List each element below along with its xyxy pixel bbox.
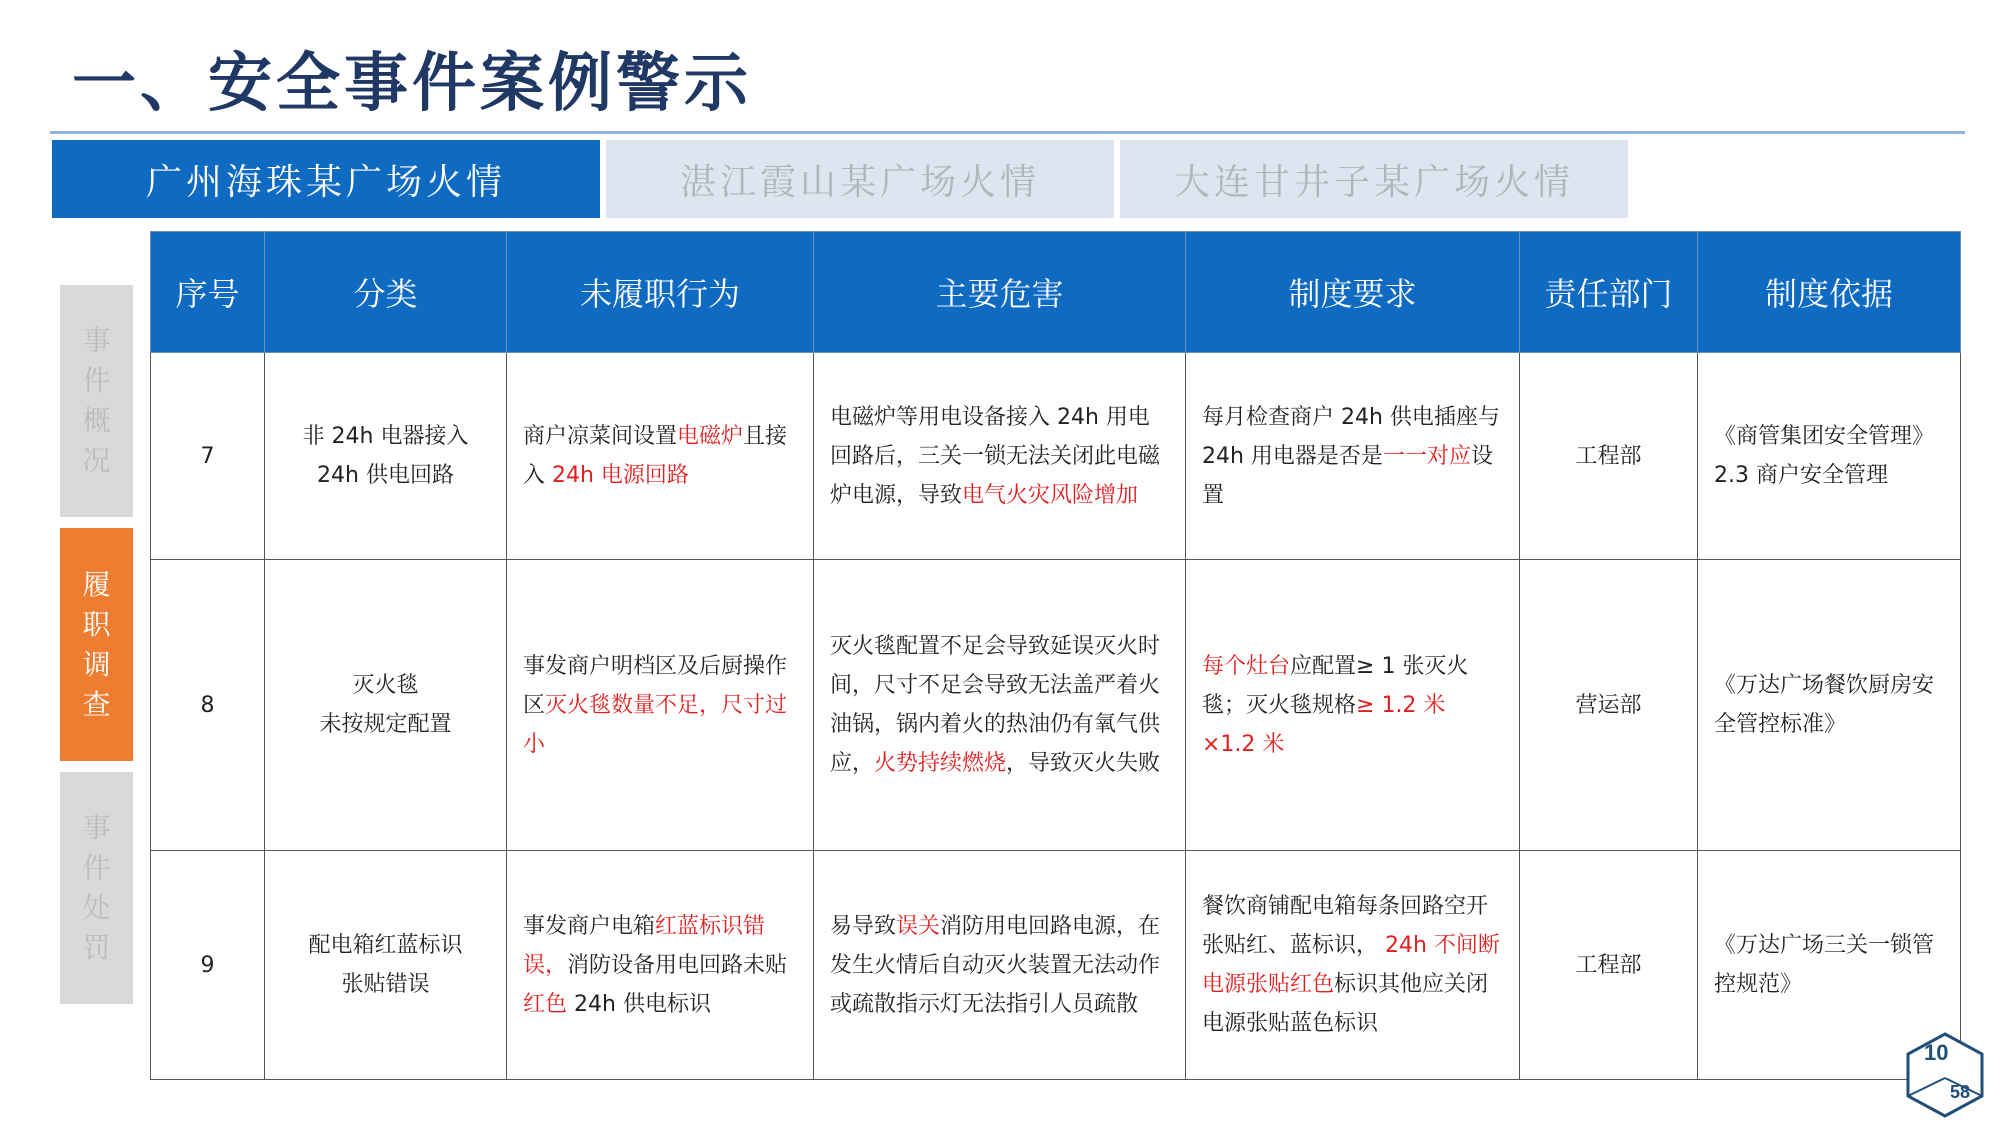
side-nav-char: 事 — [82, 811, 111, 844]
text-run: 商户凉菜间设置 — [523, 424, 678, 449]
tab-guangzhou-haizhu[interactable]: 广州海珠某广场火情 — [52, 140, 600, 218]
cell-basis: 《万达广场餐饮厨房安全管控标准》 — [1698, 560, 1961, 851]
table-header-row — [151, 232, 1961, 353]
side-nav-event-penalty[interactable] — [60, 772, 133, 1004]
page-total: 58 — [1950, 1082, 1971, 1102]
side-nav-char: 况 — [82, 444, 111, 477]
page-number-badge — [1900, 1030, 1990, 1120]
header-requirement: 制度要求 — [1186, 232, 1520, 353]
cell-hazard — [814, 851, 1186, 1080]
side-nav-char: 调 — [82, 647, 111, 681]
text-run: 事发商户电箱 — [523, 913, 656, 939]
header-dept: 责任部门 — [1520, 232, 1698, 353]
cell-no: 7 — [151, 353, 265, 560]
category-line: 24h 供电回路 — [317, 463, 454, 488]
cell-hazard — [814, 353, 1186, 560]
table-row — [151, 560, 1961, 851]
header-category: 分类 — [265, 232, 507, 353]
tab-zhanjiang-xiashan[interactable]: 湛江霞山某广场火情 — [606, 140, 1114, 218]
header-basis: 制度依据 — [1698, 232, 1961, 353]
text-run: 24h 供电标识 — [567, 991, 711, 1017]
text-run-red: 电磁炉 — [677, 424, 744, 449]
side-nav-char: 件 — [82, 364, 111, 397]
cell-requirement — [1186, 560, 1520, 851]
text-run: 标识其他应关闭电源张贴蓝色标识 — [1202, 972, 1489, 1036]
header-no: 序号 — [151, 232, 265, 353]
header-behavior: 未履职行为 — [507, 232, 814, 353]
cell-behavior — [507, 353, 814, 560]
cell-behavior — [507, 851, 814, 1080]
side-nav-duty-investigation[interactable] — [60, 528, 133, 761]
cell-dept: 营运部 — [1520, 560, 1698, 851]
cell-category — [265, 560, 507, 851]
cell-no: 9 — [151, 851, 265, 1080]
cell-basis: 《万达广场三关一锁管控规范》 — [1698, 851, 1961, 1080]
cell-behavior — [507, 560, 814, 851]
text-run: 易导致 — [830, 913, 897, 939]
side-nav-char: 事 — [82, 324, 111, 357]
text-run-red: 一一对应 — [1382, 443, 1471, 469]
page-current: 10 — [1924, 1040, 1949, 1065]
title-divider — [50, 131, 1965, 134]
text-run: 设置 — [1202, 443, 1493, 508]
text-run: 事发商户明档区及后厨操作区 — [523, 653, 788, 718]
text-run-red: 火势持续燃烧 — [874, 751, 1007, 776]
cell-hazard — [814, 560, 1186, 851]
text-run-red: 24h 电源回路 — [552, 463, 689, 488]
cell-dept: 工程部 — [1520, 851, 1698, 1080]
cell-no: 8 — [151, 560, 265, 851]
tab-dalian-ganjingzi[interactable]: 大连甘井子某广场火情 — [1120, 140, 1628, 218]
cell-dept: 工程部 — [1520, 353, 1698, 560]
side-nav-event-overview[interactable] — [60, 285, 133, 517]
category-line: 灭火毯 — [352, 673, 419, 698]
side-nav-char: 处 — [82, 891, 111, 924]
text-run-red: 红蓝标识错误， — [523, 913, 766, 978]
text-run-red: 灭火毯数量不足，尺寸过小 — [523, 692, 788, 757]
cell-category — [265, 353, 507, 560]
category-line: 未按规定配置 — [319, 712, 452, 737]
text-run: 消防设备用电回路未贴 — [567, 952, 788, 978]
category-line: 张贴错误 — [341, 972, 430, 997]
cell-basis: 《商管集团安全管理》 2.3 商户安全管理 — [1698, 353, 1961, 560]
page-title: 一、安全事件案例警示 — [72, 46, 752, 121]
text-run-red: 24h 不间断电源张贴红色 — [1202, 933, 1500, 997]
header-hazard: 主要危害 — [814, 232, 1186, 353]
side-nav-char: 履 — [82, 567, 111, 601]
text-run: 电磁炉等用电设备接入 24h 用电回路后，三关一锁无法关闭此电磁炉电源，导致 — [830, 404, 1161, 508]
text-run-red: 电气火灾风险增加 — [962, 482, 1139, 508]
text-run: 每月检查商户 24h 供电插座与 24h 用电器是否是 — [1202, 404, 1500, 469]
cell-category — [265, 851, 507, 1080]
category-line: 非 24h 电器接入 — [302, 424, 469, 449]
side-nav-char: 查 — [82, 687, 111, 721]
side-nav-char: 职 — [82, 607, 111, 641]
cell-requirement — [1186, 851, 1520, 1080]
text-run: ，导致灭火失败 — [1006, 751, 1161, 776]
text-run-red: 每个灶台 — [1202, 653, 1291, 679]
text-run: 餐饮商铺配电箱每条回路空开张贴红、蓝标识， — [1202, 894, 1489, 958]
text-run: 应配置≥ 1 张灭火毯；灭火毯规格 — [1202, 653, 1469, 718]
cell-requirement — [1186, 353, 1520, 560]
table-row — [151, 851, 1961, 1080]
side-nav-char: 件 — [82, 851, 111, 884]
text-run-red: 红色 — [523, 991, 568, 1017]
side-nav-char: 罚 — [82, 931, 111, 964]
text-run-red: 误关 — [896, 913, 941, 939]
text-run: 且接入 — [523, 424, 788, 488]
text-run: 灭火毯配置不足会导致延误灭火时间，尺寸不足会导致无法盖严着火油锅，锅内着火的热油仍有氧气供应， — [830, 634, 1161, 776]
duty-investigation-table — [150, 231, 1961, 1080]
table-row — [151, 353, 1961, 560]
category-line: 配电箱红蓝标识 — [308, 933, 463, 958]
text-run-red: ≥ 1.2 米 ×1.2 米 — [1202, 692, 1446, 757]
text-run: 消防用电回路电源，在发生火情后自动灭火装置无法动作或疏散指示灯无法指引人员疏散 — [830, 913, 1161, 1017]
side-nav-char: 概 — [82, 404, 111, 437]
